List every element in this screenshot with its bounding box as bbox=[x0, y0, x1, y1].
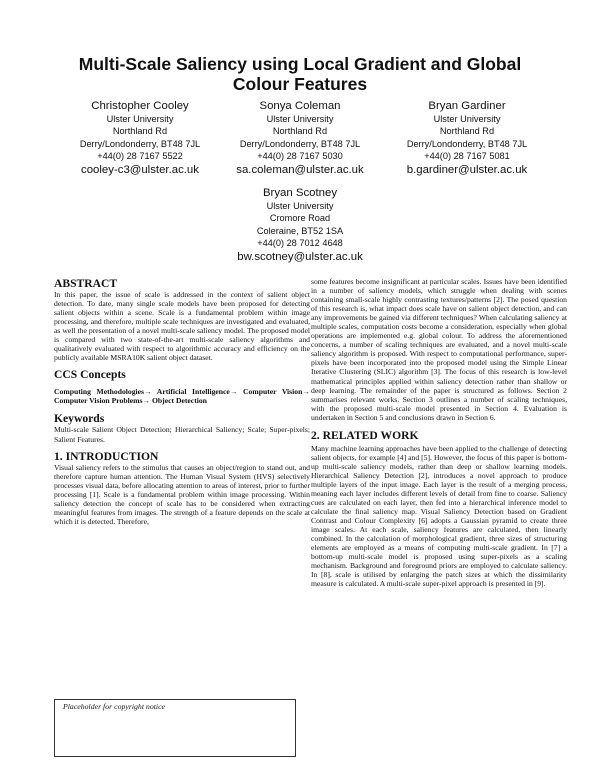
author-city: Derry/Londonderry, BT48 7JL bbox=[79, 138, 201, 149]
author-name: Bryan Gardiner bbox=[428, 100, 506, 112]
author-block bbox=[70, 99, 210, 177]
author-street: Northland Rd bbox=[112, 126, 168, 137]
author-affiliation: Ulster University bbox=[106, 114, 174, 124]
author-email[interactable]: sa.coleman@ulster.ac.uk bbox=[236, 163, 364, 176]
introduction-text: Visual saliency refers to the stimulus that causes an object/region to stand out, and therefore capture human attention. The Human Visual System (HVS) selectively processes visual data, before allocating attention to areas of interest, prior to further processing [1]. Scale is a fundamental problem within image processing. Within saliency detection the concept of scale has to be considered when extracting meaningful features from images. The strength of a feature depends on the scale at which it is detected. Therefore, bbox=[54, 462, 310, 526]
introduction-continued-text: some features become insignificant at particular scales. Issues have been identified in a number of saliency models, which struggle when dealing with scenes containing small-scale highly contrasting textures/patterns [2]. The posed question of this research is, what impact does scale have on salient object detection, and can any improvements be gained via different techniques? When calculating saliency at multiple scales, computation costs become a consideration, especially when global operations are implemented e.g. global colour. To address the aforementioned concerns, a number of scaling techniques are evaluated, and a novel multi-scale saliency algorithm is proposed. With respect to computational performance, super-pixels have been incorporated into the proposed model using the Simple Linear Iterative Clustering (SLIC) algorithm [3]. The focus of this research is low-level mathematical principles applied within saliency detection rather than shallow or deep learning. The remainder of the paper is structured as follows. Section 2 summarises relevant works. Section 3 outlines a number of scaling techniques, with the proposed multi-scale model presented in Section 4. Evaluation is undertaken in Section 5 and conclusions drawn in Section 6. bbox=[311, 277, 567, 422]
copyright-box bbox=[54, 699, 296, 757]
author-street: Northland Rd bbox=[439, 126, 495, 137]
right-column bbox=[311, 277, 567, 589]
author-name: Sonya Coleman bbox=[259, 100, 341, 112]
author-affiliation: Ulster University bbox=[433, 114, 501, 124]
author-block bbox=[230, 186, 370, 264]
author-name: Bryan Scotney bbox=[262, 187, 338, 199]
paper-title: Multi-Scale Saliency using Local Gradient and Global Colour Features bbox=[78, 54, 522, 94]
ccs-text: Computing Methodologies→ Artificial Intelligence→ Computer Vision→ Computer Vision Problems→ Object Detection bbox=[54, 387, 310, 406]
author-block bbox=[397, 99, 537, 177]
ccs-heading: CCS Concepts bbox=[54, 368, 126, 382]
copyright-placeholder: Placeholder for copyright notice bbox=[63, 702, 165, 711]
author-email[interactable]: b.gardiner@ulster.ac.uk bbox=[406, 163, 528, 176]
introduction-heading: 1. INTRODUCTION bbox=[54, 449, 159, 463]
author-email[interactable]: cooley-c3@ulster.ac.uk bbox=[81, 163, 199, 176]
left-column bbox=[54, 277, 310, 526]
author-city: Derry/Londonderry, BT48 7JL bbox=[239, 138, 361, 149]
author-phone: +44(0) 28 7167 5081 bbox=[424, 151, 510, 162]
author-block bbox=[230, 99, 370, 177]
author-street: Cromore Road bbox=[269, 213, 331, 224]
author-email[interactable]: bw.scotney@ulster.ac.uk bbox=[237, 250, 363, 263]
abstract-heading: ABSTRACT bbox=[54, 277, 118, 290]
author-city: Coleraine, BT52 1SA bbox=[256, 225, 344, 236]
author-phone: +44(0) 28 7167 5522 bbox=[97, 151, 183, 162]
related-work-text: Many machine learning approaches have been applied to the challenge of detecting salient objects, for example [4] and [5]. However, the focus of this paper is bottom-up multi-scale saliency models, rather than deep or shallow learning models. Hierarchical Saliency Detection [2], introduces a novel approach to produce multiple layers of the input image. Each layer is the result of a merging process, meaning each layer includes different levels of detail from fine to coarse. Saliency cues are calculated on each layer, then fed into a hierarchical inference model to calculate the final saliency map. Visual Saliency Detection based on Gradient Contrast and Colour Complexity [6] adopts a Gaussian pyramid to create three image scales. At each scale, saliency features are calculated, then linearly combined. In the calculation of morphological gradient, three sizes of structuring elements are employed as a means of computing multi-scale gradient. In [7] a bottom-up multi-scale model is proposed using super-pixels as a scaling mechanism. Background and foreground priors are employed to calculate saliency. In [8], scale is utilised by enlarging the patch sizes at which the dissimilarity measure is calculated. A multi-scale super-pixel approach is presented in [9]. bbox=[311, 443, 567, 589]
author-phone: +44(0) 28 7167 5030 bbox=[257, 151, 343, 162]
abstract-text: In this paper, the issue of scale is addressed in the context of salient object detection. To date, many single scale models have been proposed for detecting salient objects within a scene. Scale is a fundamental problem within image processing, and therefore, multiple scale techniques are investigated and evaluated, as well the presentation of a novel multi-scale saliency model. The proposed model is compared with two state-of-the-art multi-scale saliency algorithms and qualitatively evaluated with respect to algorithmic accuracy and efficiency on the publicly available MSRA10K salient object dataset. bbox=[54, 290, 310, 363]
author-phone: +44(0) 28 7012 4648 bbox=[257, 238, 343, 249]
author-street: Northland Rd bbox=[272, 126, 328, 137]
author-affiliation: Ulster University bbox=[266, 114, 334, 124]
author-affiliation: Ulster University bbox=[266, 201, 334, 211]
keywords-text: Multi-scale Salient Object Detection; Hierarchical Saliency; Scale; Super-pixels; Salient Features. bbox=[54, 425, 310, 444]
author-city: Derry/Londonderry, BT48 7JL bbox=[406, 138, 528, 149]
author-name: Christopher Cooley bbox=[91, 100, 189, 112]
related-work-heading: 2. RELATED WORK bbox=[311, 428, 419, 442]
keywords-heading: Keywords bbox=[54, 412, 105, 426]
